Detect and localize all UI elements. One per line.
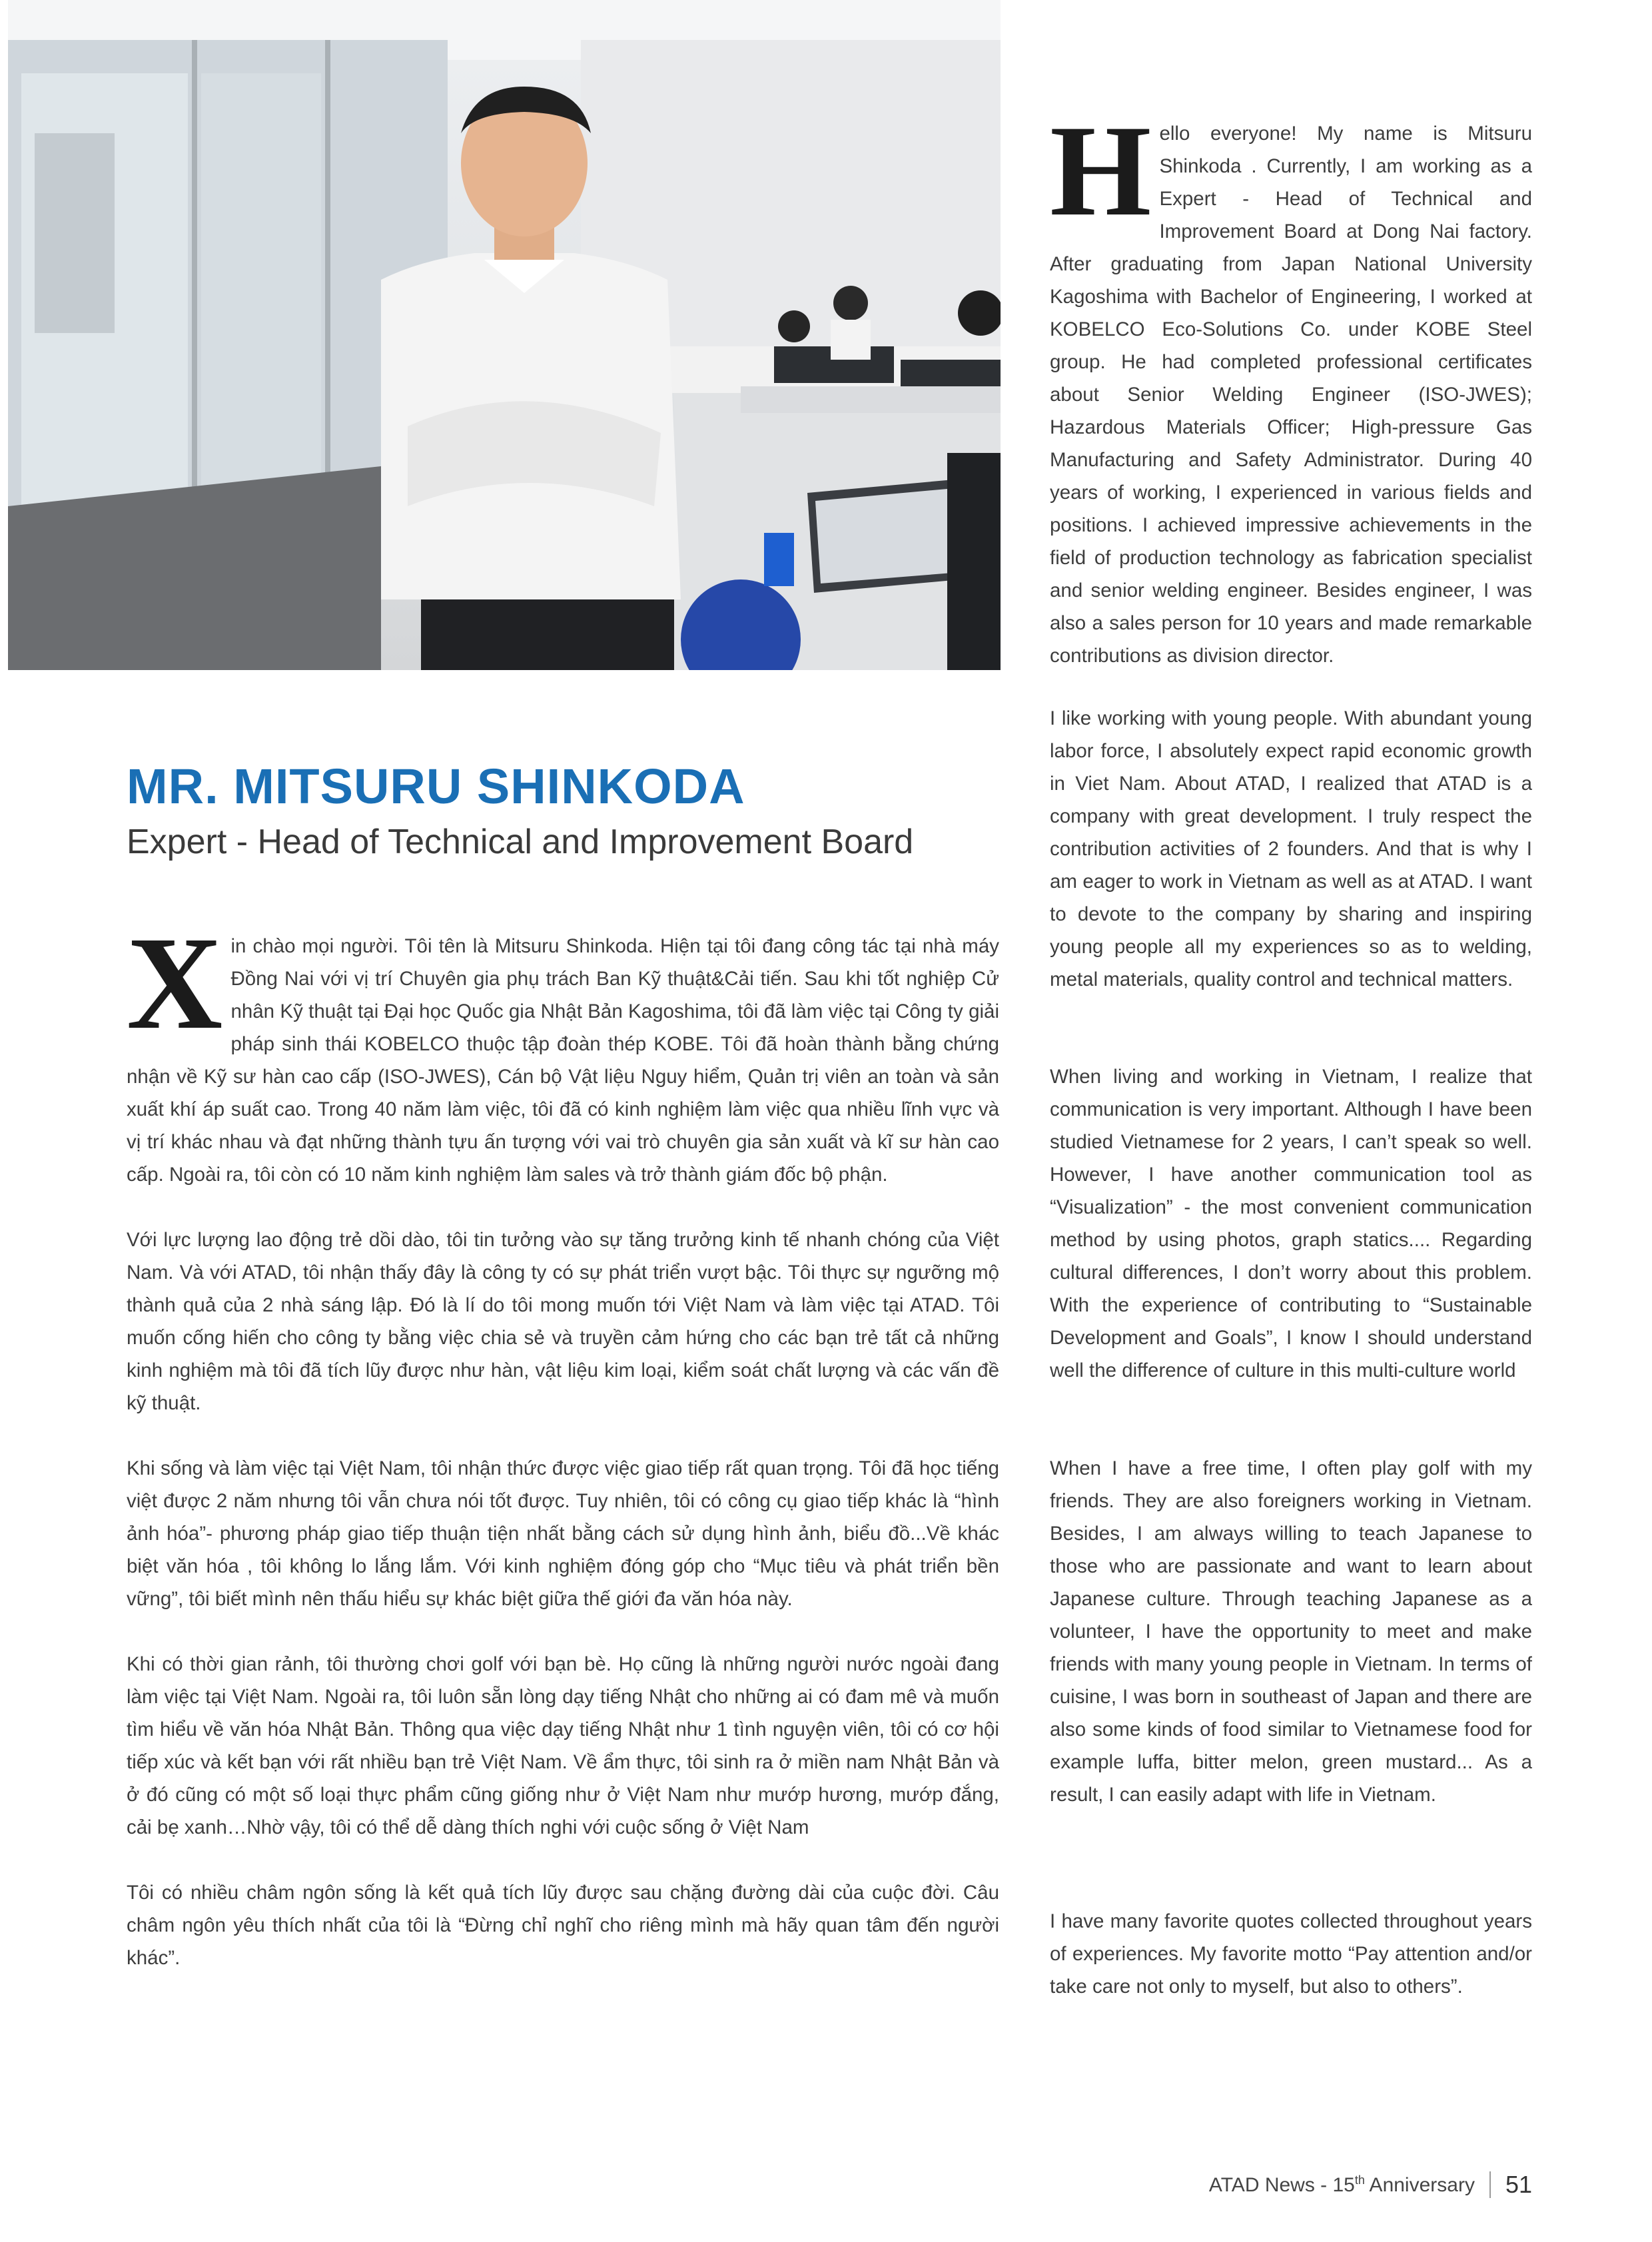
publication-suffix: Anniversary [1364,2173,1475,2196]
en-paragraph-5: I have many favorite quotes collected throughout years of experiences. My favorite motto “Pay attention and/or take care not only to myself, but also to others”. [1050,1910,1532,1998]
vi-paragraph-1 [127,910,999,1191]
publication-name [1209,2173,1475,2197]
en-paragraph-3: When living and working in Vietnam, I realize that communication is very important. Although I have been studied Vietnamese for 2 years, I can’t speak so well. However, I have another communication tool as “Visualization” - the most convenient communication method by using photos, graph statics.... Regarding cultural differences, I don’t worry about this problem. With the experience of contributing to “Sustainable Development and Goals”, I know I should understand well the difference of culture in this multi-culture world [1050,1066,1532,1381]
en-paragraph-4: When I have a free time, I often play golf with my friends. They are also foreigners working in Vietnam. Besides, I am always willing to teach Japanese to those who are passionate and want to learn about Japanese culture. Through teaching Japanese as a volunteer, I have the opportunity to meet and make friends with many young people in Vietnam. In terms of cuisine, I was born in southeast of Japan and there are also some kinds of food similar to Vietnamese food for example luffa, bitter melon, green mustard... As a result, I can easily adapt with life in Vietnam. [1050,1457,1532,1806]
person-name: MR. MITSURU SHINKODA [127,759,745,814]
footer-divider [1489,2171,1491,2198]
vi-paragraph-5: Tôi có nhiều châm ngôn sống là kết quả tích lũy được sau chặng đường dài của cuộc đời. Câu châm ngôn yêu thích nhất của tôi là “Đừng chỉ nghĩ cho riêng mình mà hãy quan tâm đến người khác”. [127,1882,999,1969]
en-paragraph-2: I like working with young people. With abundant young labor force, I absolutely expect rapid economic growth in Viet Nam. About ATAD, I realized that ATAD is a company with great development. I truly respect the contribution activities of 2 founders. And that is why I am eager to work in Vietnam as well as at ATAD. I want to devote to the company by sharing and inspiring young people all my experiences so as to welding, metal materials, quality control and technical matters. [1050,707,1532,990]
page-number: 51 [1505,2171,1532,2198]
publication-superscript: th [1354,2173,1365,2187]
vi-dropcap: X [127,910,223,1057]
vi-paragraph-2: Với lực lượng lao động trẻ dồi dào, tôi tin tưởng vào sự tăng trưởng kinh tế nhanh chóng của Việt Nam. Và với ATAD, tôi nhận thấy đây là công ty có sự phát triển vượt bậc. Tôi thực sự ngưỡng mộ thành quả của 2 nhà sáng lập. Đó là lí do tôi mong muốn tới Việt Nam và làm việc tại ATAD. Tôi muốn cống hiến cho công ty bằng việc chia sẻ và truyền cảm hứng cho các bạn trẻ tất cả những kinh nghiệm mà tôi đã tích lũy được như hàn, vật liệu kim loại, kiểm soát chất lượng và các vấn đề kỹ thuật. [127,1229,999,1414]
en-paragraph-1-text: ello everyone! My name is Mitsuru Shinkoda . Currently, I am working as a Expert - Head of Technical and Improvement Board at Dong Nai factory. After graduating from Japan National University Kagoshima with Bachelor of Engineering, I worked at KOBELCO Eco-Solutions Co. under KOBE Steel group. He had completed professional certificates about Senior Welding Engineer (ISO-JWES); Hazardous Materials Officer; High-pressure Gas Manufacturing and Safety Administrator. During 40 years of working, I experienced in various fields and positions. I achieved impressive achievements in the field of production technology as fabrication specialist and senior welding engineer. Besides engineer, I was also a sales person for 10 years and made remarkable contributions as division director. [1050,123,1532,667]
vi-paragraph-4: Khi có thời gian rảnh, tôi thường chơi golf với bạn bè. Họ cũng là những người nước ngoài đang làm việc tại Việt Nam. Ngoài ra, tôi luôn sẵn lòng dạy tiếng Nhật cho những ai có đam mê và muốn tìm hiểu về văn hóa Nhật Bản. Thông qua việc dạy tiếng Nhật như 1 tình nguyện viên, tôi có cơ hội tiếp xúc và kết bạn với rất nhiều bạn trẻ Việt Nam. Về ẩm thực, tôi sinh ra ở miền nam Nhật Bản và ở đó cũng có một số loại thực phẩm cũng giống như ở Việt Nam như mướp hương, mướp đắng, cải bẹ xanh…Nhờ vậy, tôi có thể dễ dàng thích nghi với cuộc sống ở Việt Nam [127,1653,999,1838]
vi-paragraph-3: Khi sống và làm việc tại Việt Nam, tôi nhận thức được việc giao tiếp rất quan trọng. Tôi đã học tiếng việt được 2 năm nhưng tôi vẫn chưa nói tốt được. Tuy nhiên, tôi có công cụ giao tiếp khác là “hình ảnh hóa”- phương pháp giao tiếp thuận tiện nhất bằng cách sử dụng hình ảnh, biểu đồ...Về khác biệt văn hóa , tôi không lo lắng lắm. Với kinh nghiệm đóng góp cho “Mục tiêu và phát triển bền vững”, tôi biết mình nên thấu hiểu sự khác biệt giữa thế giới đa văn hóa này. [127,1457,999,1610]
page-footer [1159,2165,1532,2205]
vi-paragraph-1-text: in chào mọi người. Tôi tên là Mitsuru Shinkoda. Hiện tại tôi đang công tác tại nhà máy Đồng Nai với vị trí Chuyên gia phụ trách Ban Kỹ thuật&Cải tiến. Sau khi tốt nghiệp Cử nhân Kỹ thuật tại Đại học Quốc gia Nhật Bản Kagoshima, tôi đã làm việc tại Công ty giải pháp sinh thái KOBELCO thuộc tập đoàn thép KOBE. Tôi đã hoàn thành bằng chứng nhận về Kỹ sư hàn cao cấp (ISO-JWES), Cán bộ Vật liệu Nguy hiểm, Quản trị viên an toàn và sản xuất khí áp suất cao. Trong 40 năm làm việc, tôi đã có kinh nghiệm làm việc qua nhiều lĩnh vực và vị trí khác nhau và đạt những thành tựu ấn tượng với vai trò chuyên gia sản xuất và kĩ sư hàn cao cấp. Ngoài ra, tôi còn có 10 năm kinh nghiệm làm sales và trở thành giám đốc bộ phận. [127,935,999,1186]
portrait-photo [8,0,1001,670]
office-scene-illustration [8,0,1001,670]
en-paragraph-1 [1050,99,1532,672]
profile-header [127,759,1013,863]
vietnamese-article [127,910,999,2007]
publication-base: ATAD News - 15 [1208,2173,1355,2196]
person-title: Expert - Head of Technical and Improvement Board [127,823,914,862]
en-dropcap: H [1050,99,1152,243]
